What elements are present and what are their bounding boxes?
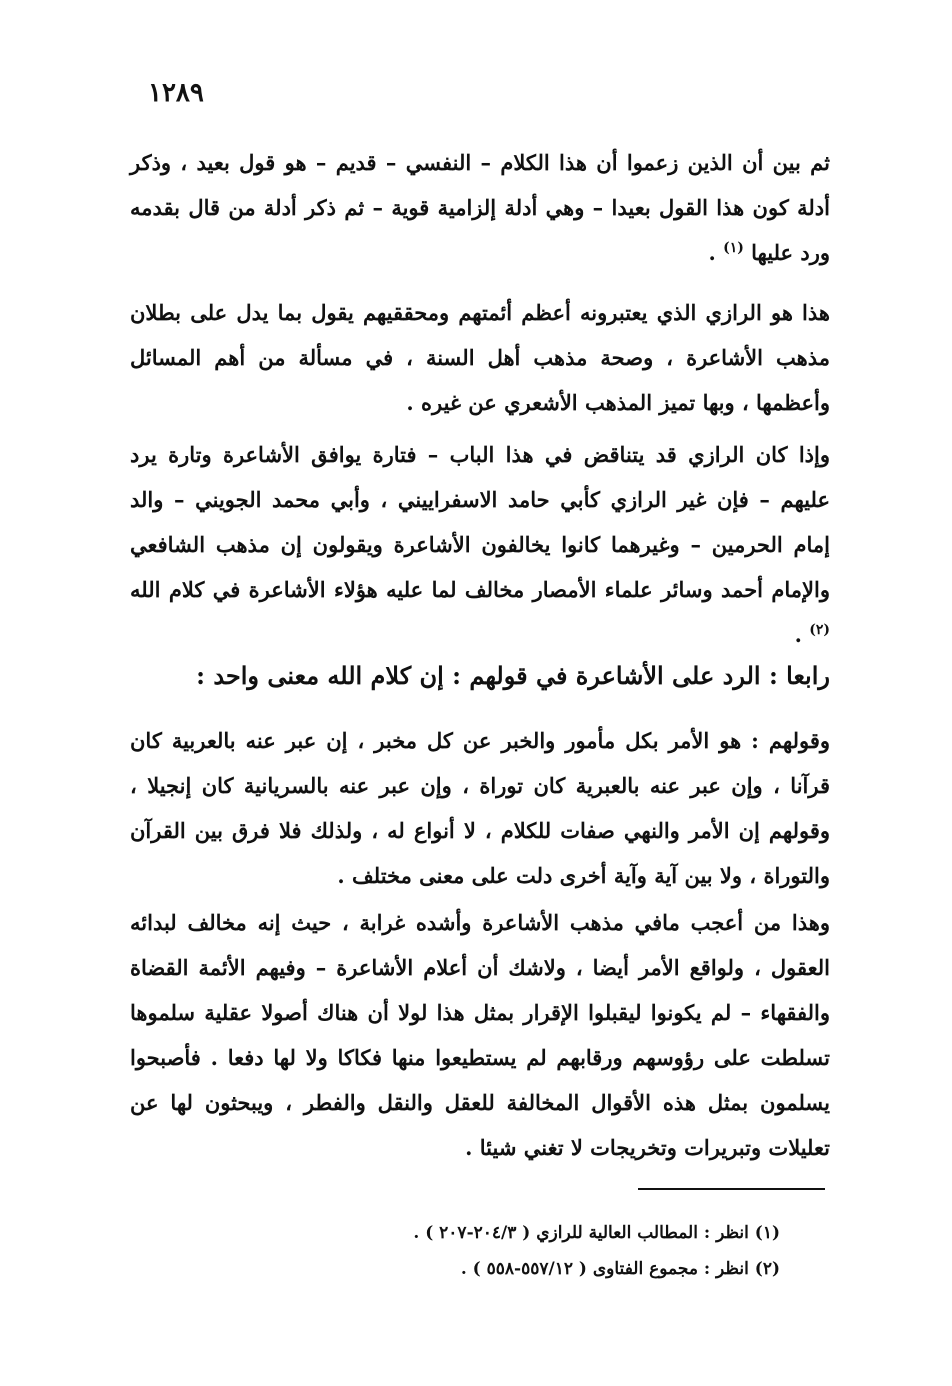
footnotes [300, 1215, 780, 1287]
footnote-2: (٢) انظر : مجموع الفتاوى ( ٥٥٧/١٢-٥٥٨ ) . [460, 1259, 780, 1279]
page-number: ١٢٨٩ [148, 78, 204, 108]
footnote-1: (١) انظر : المطالب العالية للرازي ( ٢٠٤/٣-٢٠٧ ) . [413, 1223, 780, 1243]
paragraph-1-text: ثم بين أن الذين زعموا أن هذا الكلام – النفسي – قديم – هو قول بعيد ، وذكر أدلة كون هذا القول بعيدا – وهي أدلة إلزامية قوية – ثم ذكر أدلة من قال بقدمه ورد عليها [130, 150, 830, 265]
paragraph-3-end: . [794, 622, 810, 647]
paragraph-5: وهذا من أعجب مافي مذهب الأشاعرة وأشده غرابة ، حيث إنه مخالف لبدائه العقول ، ولواقع الأمر أيضا ، ولاشك أن أعلام الأشاعرة – وفيهم الأئمة القضاة والفقهاء – لم يكونوا ليقبلوا الإقرار بمثل هذا لولا أن هناك أصولا عقلية سلموها تسلطت على رؤوسهم ورقابهم لم يستطيعوا منها فكاكا ولا لها دفعا . فأصبحوا يسلمون بمثل هذه الأقوال المخالفة للعقل والنقل والفطر ، ويبحثون لها عن تعليلات وتبريرات وتخريجات لا تغني شيئا . [130, 910, 830, 1160]
paragraph-1-end: . [708, 240, 724, 265]
paragraph-4: وقولهم : هو الأمر بكل مأمور والخبر عن كل مخبر ، إن عبر عنه بالعربية كان قرآنا ، وإن عبر عنه بالعبرية كان توراة ، وإن عبر عنه بالسريانية كان إنجيلا ، وقولهم إن الأمر والنهي صفات للكلام ، لا أنواع له ، ولذلك فلا فرق بين القرآن والتوراة ، ولا بين آية وآية أخرى دلت على معنى مختلف . [130, 728, 830, 888]
paragraph-2: هذا هو الرازي الذي يعتبرونه أعظم أئمتهم ومحققيهم يقول بما يدل على بطلان مذهب الأشاعرة ، وصحة مذهب أهل السنة ، في مسألة من أهم المسائل وأعظمها ، وبها تميز المذهب الأشعري عن غيره . [130, 300, 830, 415]
paragraph-3 [130, 432, 830, 657]
footnote-ref-1: (١) [723, 240, 744, 256]
paragraph-3-text: وإذا كان الرازي قد يتناقض في هذا الباب – فتارة يوافق الأشاعرة وتارة يرد عليهم – فإن غير الرازي كأبي حامد الاسفراييني ، وأبي محمد الجويني – والد إمام الحرمين – وغيرهما كانوا يخالفون الأشاعرة ويقولون إن مذهب الشافعي والإمام أحمد وسائر علماء الأمصار مخالف لما عليه هؤلاء الأشاعرة في كلام الله [130, 442, 830, 602]
section-heading: رابعا : الرد على الأشاعرة في قولهم : إن كلام الله معنى واحد : [196, 661, 830, 690]
footnote-ref-2: (٢) [809, 622, 830, 638]
footnote-divider [638, 1188, 825, 1190]
paragraph-1 [130, 140, 830, 275]
